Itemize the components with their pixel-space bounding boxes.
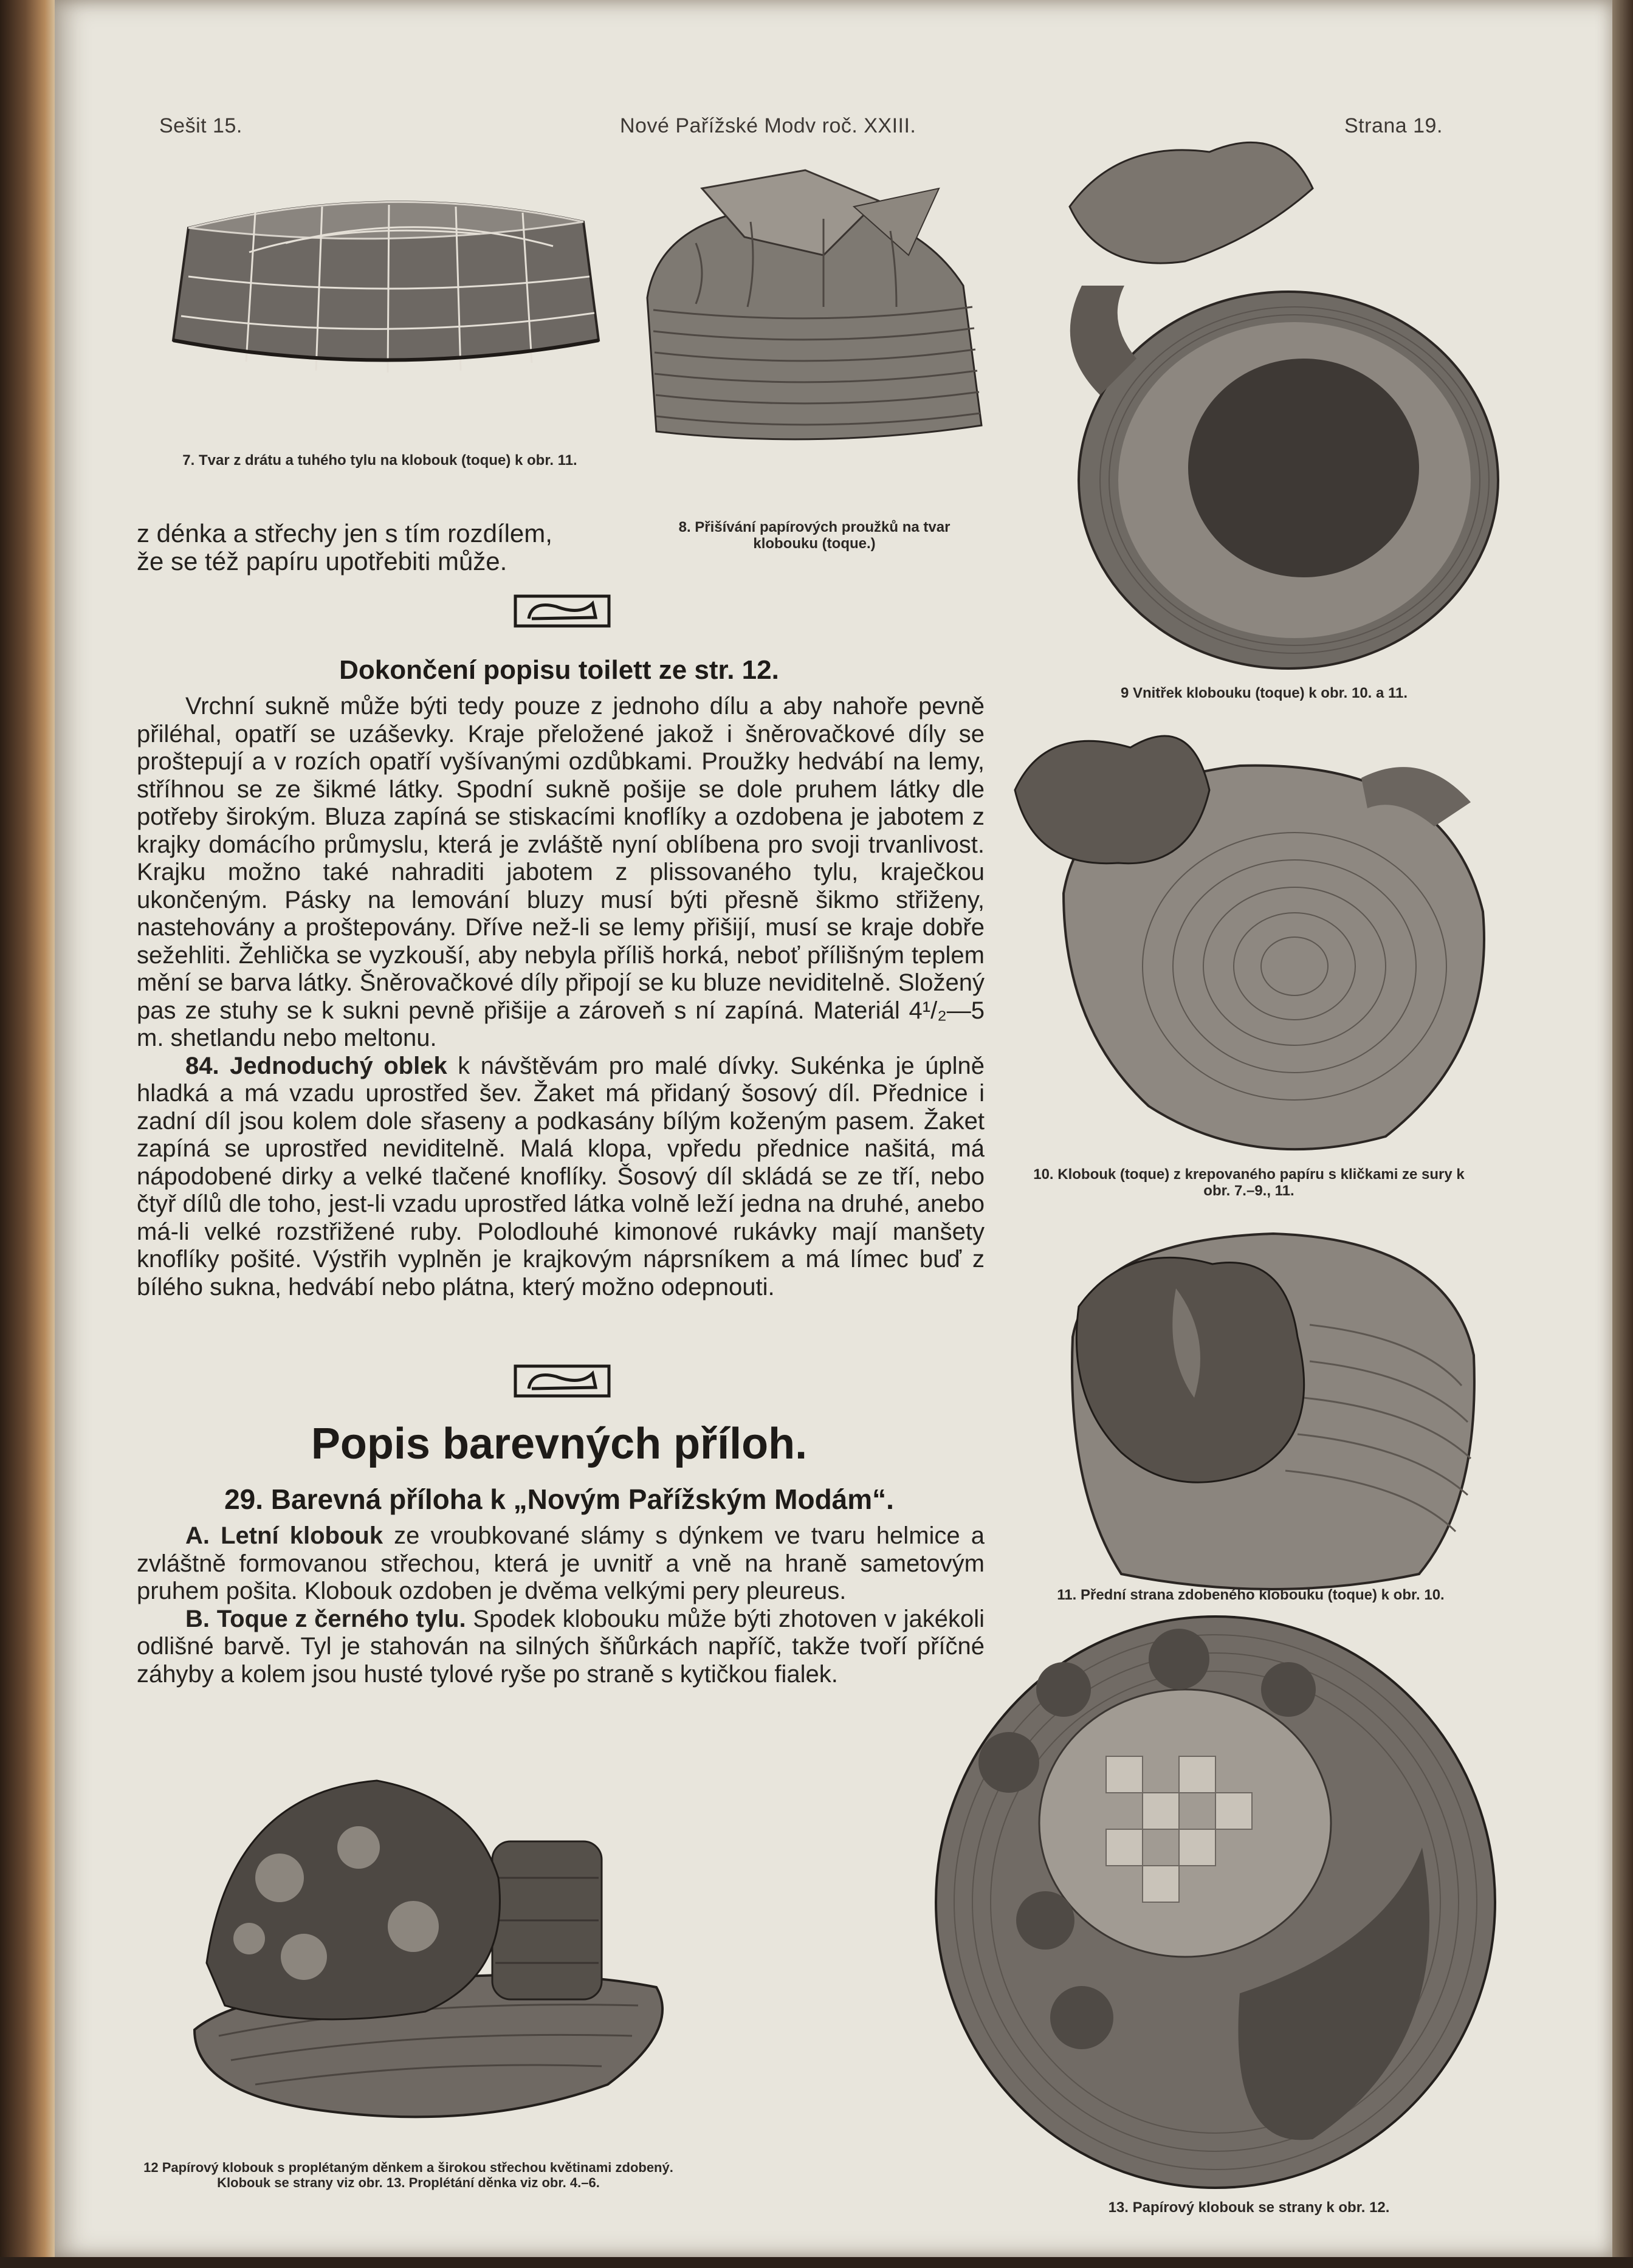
header-page: Strana 19. — [1344, 114, 1443, 137]
item-84-text: k návštěvám pro malé dívky. Sukénka je úplně hladká a má vzadu uprostřed šev. Žaket má přidaný šosový díl. Přednice i zadní díl jsou kolem dole sřaseny a podkasány bílým koženým pasem. Žaket zapíná se uprostřed neviditelně. Malá klopa, vpředu přednice našitá, má nápodobené dirky a velké tlačené knoflíky. Šosový díl skládá se ze tří, nebo čtyř dílů dle toho, jest-li vzadu uprostřed látka volně leží jedna na druhé, anebo má-li velké rozstřižené ruby. Polodlouhé kimonové rukávky mají manšety knoflíky pošité. Výstřih vyplněn je krajkovým náprsníkem a má límec buď z bílého sukna, hedvábí nebo plátna, který možno odepnouti. — [137, 1052, 985, 1301]
bottom-edge — [0, 2257, 1633, 2268]
figure-12-flower-hat — [158, 1744, 705, 2145]
section-1-paragraph-2 — [137, 1053, 985, 1302]
figure-11-front-toque — [1054, 1215, 1492, 1604]
figure-13-hat-side — [924, 1604, 1507, 2200]
item-84-title: Jednoduchý oblek — [230, 1052, 447, 1079]
intro-line-2: že se též papíru upotřebiti může. — [137, 546, 507, 576]
section-2-body — [137, 1522, 985, 1688]
caption-figure-7: 7. Tvar z drátu a tuhého tylu na klobouk (toque) k obr. 11. — [182, 452, 577, 469]
section-1-paragraph-1: Vrchní sukně může býti tedy pouze z jednoho dílu a aby nahoře pevně přiléhal, opatří se uzáševky. Kraje přeložené jakož i šněrovačkové díly se proštepují a v rozích opatří vyšívanými ozdůbkami. Proužky hedvábí na lemy, stříhnou se ze šikmé látky. Spodní sukně pošije se dole pruhem látky dle potřeby širokým. Bluza zapíná se stiskacími knoflíky a ozdobena je jabotem z krajky domácího průmyslu, která je zvláště nyní oblíbena pro svoji trvanlivost. Krajku možno také nahraditi jabotem z plissovaného tylu, kraječkou ukončeným. Pásky na lemování bluzy musí býti přesně šikmo střiženy, nastehovány a proštepovány. Dříve než-li se lemy přišijí, musí se kraje dobře sežehliti. Žehlička se vyzkouší, aby nebyla příliš horká, neboť přílišným teplem mění se barva látky. Šněrovačkové díly připojí se ku bluze neviditelně. Složený pas ze stuhy se k sukni pevně přišije a zároveň s ní zapíná. Materiál 4¹/₂—5 m. shetlandu nebo meltonu. — [137, 693, 985, 1051]
ornament-divider-2 — [514, 1364, 611, 1398]
attachment-a — [137, 1522, 985, 1606]
figure-7-wire-frame — [164, 185, 608, 386]
ornament-divider-1 — [514, 594, 611, 628]
figure-8-paper-strips — [623, 164, 1000, 456]
attachment-a-text: ze vroubkované slámy s dýnkem ve tvaru helmice a zvláštně formovanou střechou, která je uvnitř a vně na hraně sametovým pruhem pošita. Klobouk ozdoben je dvěma velkými pery pleureus. — [137, 1522, 985, 1604]
section-1-title: Dokončení popisu toilett ze str. 12. — [339, 655, 779, 685]
caption-figure-8: 8. Přišívání papírových proužků na tvar klobouku (toque.) — [678, 519, 951, 552]
attachment-a-label: A. Letní klobouk — [185, 1522, 383, 1549]
caption-figure-13: 13. Papírový klobouk se strany k obr. 12. — [1108, 2199, 1390, 2216]
header-issue: Sešit 15. — [159, 114, 242, 137]
caption-figure-12: 12 Papírový klobouk s proplétaným děnkem a širokou střechou květinami zdobený. Klobouk se strany viz obr. 13. Proplétání děnka viz obr. 4.–6. — [143, 2160, 673, 2190]
header-title: Nové Pařížské Modv roč. XXIII. — [620, 114, 916, 137]
figure-9-inside-toque — [1027, 115, 1513, 675]
attachment-b-label: B. Toque z černého tylu. — [185, 1605, 466, 1632]
section-1-body — [137, 693, 985, 1301]
attachment-b-text: Spodek klobouku může býti zhotoven v jakékoli odlišné barvě. Tyl je stahován na silných šňůrkách napříč, takže tvoří příčné záhyby a kolem jsou husté tylové ryše po straně s kytičkou fialek. — [137, 1605, 985, 1688]
book-spine — [0, 0, 56, 2268]
section-2-title: Popis barevných příloh. — [311, 1420, 808, 1468]
page-edge — [1612, 0, 1633, 2268]
intro-line-1: z dénka a střechy jen s tím rozdílem, — [137, 519, 552, 548]
section-2-subtitle: 29. Barevná příloha k „Novým Pařížským Modám“. — [224, 1483, 894, 1515]
item-84-number: 84. — [185, 1052, 219, 1079]
figure-10-toque-bows — [1009, 711, 1513, 1173]
caption-figure-9: 9 Vnitřek klobouku (toque) k obr. 10. a 11. — [1120, 685, 1408, 701]
caption-figure-10: 10. Klobouk (toque) z krepovaného papíru s kličkami ze sury k obr. 7.–9., 11. — [1033, 1166, 1465, 1199]
caption-figure-11: 11. Přední strana zdobeného klobouku (toque) k obr. 10. — [1057, 1587, 1445, 1603]
attachment-b — [137, 1606, 985, 1689]
intro-text — [137, 520, 599, 575]
